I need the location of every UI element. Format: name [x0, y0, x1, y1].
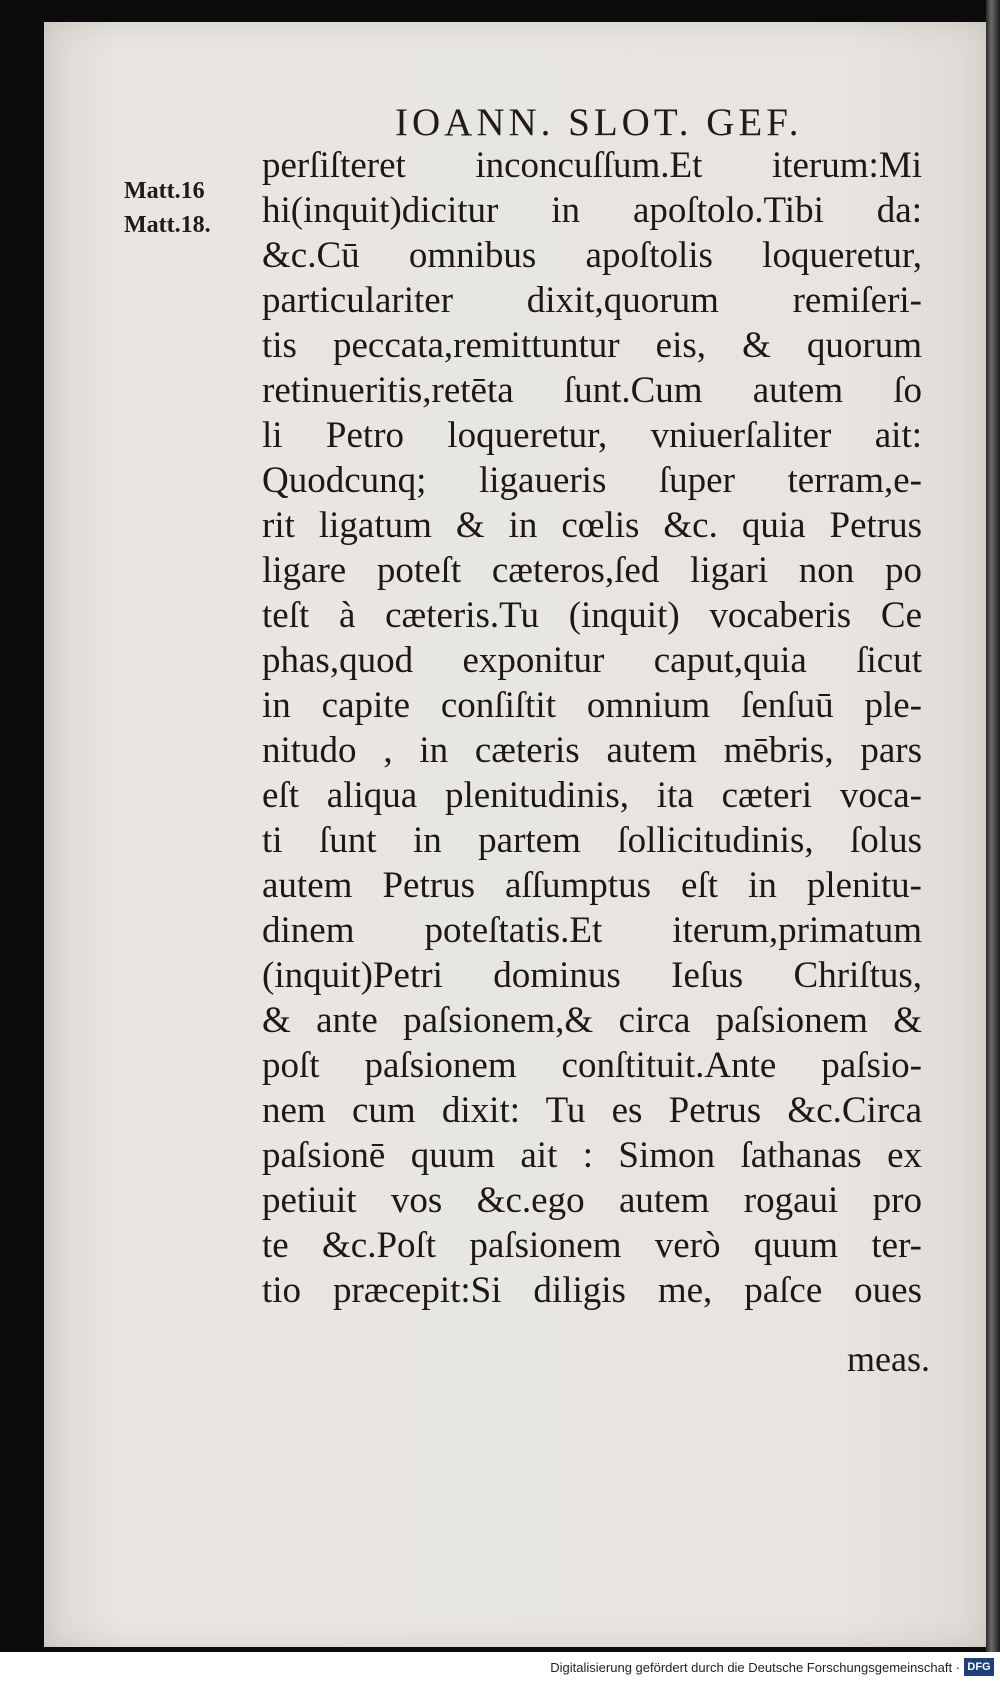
text-line: tis peccata,remittuntur eis, & quorum	[262, 325, 922, 366]
text-line: petiuit vos &c.ego autem rogaui pro	[262, 1180, 922, 1221]
text-line: dinem poteſtatis.Et iterum,primatum	[262, 910, 922, 951]
marginal-note: Matt.18.	[124, 212, 211, 238]
text-line: poſt paſsionem conſtituit.Ante paſsio-	[262, 1045, 922, 1086]
dfg-logo: DFG	[964, 1658, 994, 1676]
text-line: eſt aliqua plenitudinis, ita cæteri voca-	[262, 775, 922, 816]
running-head: IOANN. SLOT. GEF.	[395, 101, 803, 144]
funding-credit: Digitalisierung gefördert durch die Deutsche Forschungsgemeinschaft ·	[550, 1660, 960, 1675]
text-line: phas,quod exponitur caput,quia ſicut	[262, 640, 922, 681]
text-line: nitudo , in cæteris autem mēbris, pars	[262, 730, 922, 771]
text-line: paſsionē quum ait : Simon ſathanas ex	[262, 1135, 922, 1176]
text-line: ligare poteſt cæteros,ſed ligari non po	[262, 550, 922, 591]
text-line: nem cum dixit: Tu es Petrus &c.Circa	[262, 1090, 922, 1131]
text-line: (inquit)Petri dominus Ieſus Chriſtus,	[262, 955, 922, 996]
text-line: Quodcunq; ligaueris ſuper terram,e-	[262, 460, 922, 501]
text-line: te &c.Poſt paſsionem verò quum ter-	[262, 1225, 922, 1266]
text-line: retinueritis,retēta ſunt.Cum autem ſo	[262, 370, 922, 411]
text-line: autem Petrus aſſumptus eſt in plenitu-	[262, 865, 922, 906]
text-line: &c.Cū omnibus apoſtolis loqueretur,	[262, 235, 922, 276]
text-line: teſt à cæteris.Tu (inquit) vocaberis Ce	[262, 595, 922, 636]
text-line: & ante paſsionem,& circa paſsionem &	[262, 1000, 922, 1041]
footer-bar	[0, 1652, 1000, 1683]
marginal-note: Matt.16	[124, 178, 205, 204]
text-line: rit ligatum & in cœlis &c. quia Petrus	[262, 505, 922, 546]
catchword: meas.	[847, 1339, 930, 1379]
text-line: li Petro loqueretur, vniuerſaliter ait:	[262, 415, 922, 456]
body-text	[262, 143, 922, 1313]
text-line: tio præcepit:Si diligis me, paſce oues	[262, 1270, 922, 1311]
text-line: in capite conſiſtit omnium ſenſuū ple-	[262, 685, 922, 726]
adjacent-page-edge	[986, 0, 1000, 1683]
text-line: hi(inquit)dicitur in apoſtolo.Tibi da:	[262, 190, 922, 231]
text-line: particulariter dixit,quorum remiſeri-	[262, 280, 922, 321]
text-line: ti ſunt in partem ſollicitudinis, ſolus	[262, 820, 922, 861]
text-line: perſiſteret inconcuſſum.Et iterum:Mi	[262, 145, 922, 186]
